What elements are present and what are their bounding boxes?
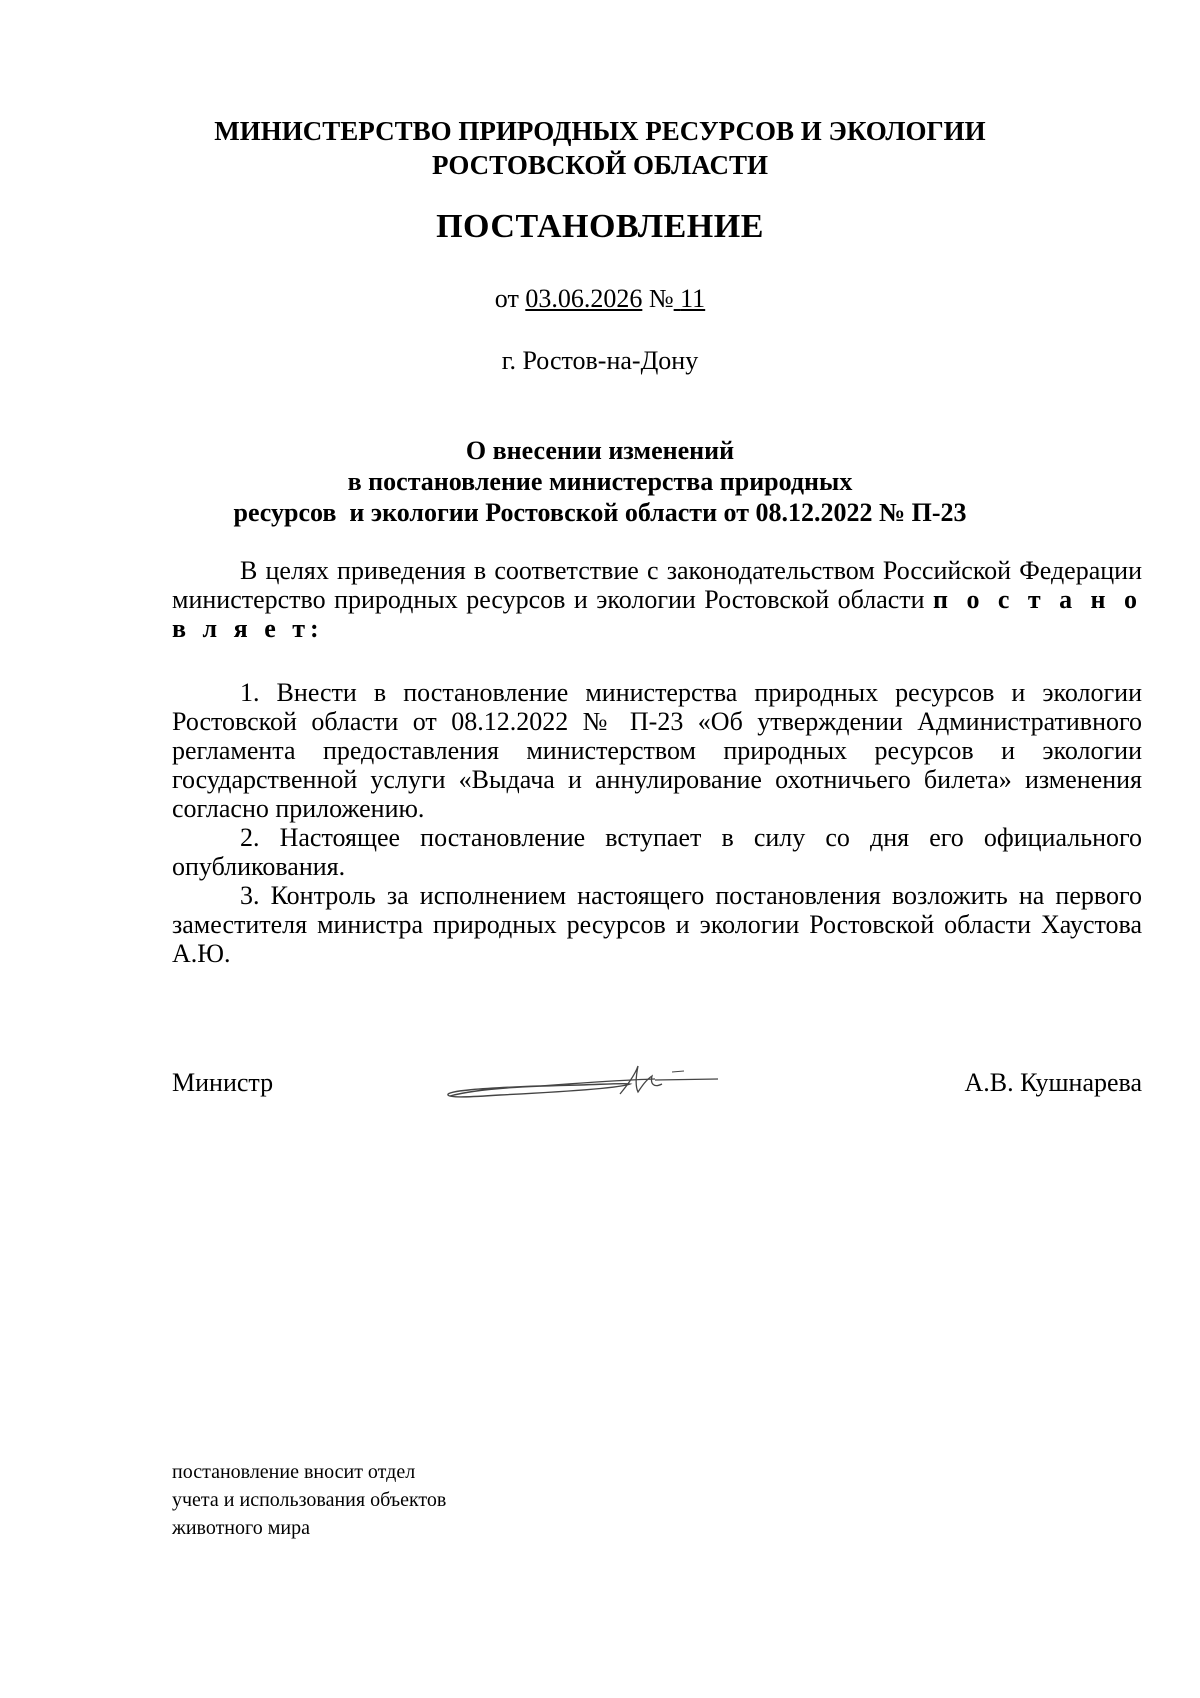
signatory-name: А.В. Кушнарева <box>964 1068 1142 1097</box>
date-prefix: от <box>494 284 519 313</box>
city: г. Ростов-на-Дону <box>501 346 699 375</box>
document-number-underline <box>674 284 706 313</box>
preamble <box>172 556 1142 643</box>
signatory-title: Министр <box>172 1068 274 1097</box>
footer-note <box>172 1458 446 1542</box>
signature-block <box>172 1068 1142 1108</box>
title-line2: в постановление министерства природных <box>347 467 853 496</box>
preamble-verb: п о с т а н о в л я е т: <box>172 585 1142 643</box>
ministry-header <box>0 114 1200 182</box>
title-line3: ресурсов и экологии Ростовской области от 08.12.2022 № П-23 <box>233 498 967 527</box>
footer-line1: постановление вносит отдел <box>172 1461 416 1483</box>
preamble-text: В целях приведения в соответствие с законодательством Российской Федерации министерство природных ресурсов и экологии Ростовской области <box>172 556 1142 614</box>
ministry-name-line1: МИНИСТЕРСТВО ПРИРОДНЫХ РЕСУРСОВ И ЭКОЛОГИИ <box>214 116 986 146</box>
number-sign: № <box>648 284 674 313</box>
list-item: 1. Внести в постановление министерства природных ресурсов и экологии Ростовской области от 08.12.2022 № П-23 «Об утверждении Административного регламента предоставления министерством природных ресурсов и экологии государственной услуги «Выдача и аннулирование охотничьего билета» изменения согласно приложению. <box>172 678 1142 823</box>
title-line1: О внесении изменений <box>465 436 735 465</box>
list-item: 3. Контроль за исполнением настоящего постановления возложить на первого заместителя министра природных ресурсов и экологии Ростовской области Хаустова А.Ю. <box>172 881 1142 968</box>
date-number-line <box>0 284 1200 314</box>
document-date: 03.06.2026 <box>525 284 643 313</box>
ministry-name-line2: РОСТОВСКОЙ ОБЛАСТИ <box>432 150 768 180</box>
document-number: 11 <box>680 284 706 313</box>
document-type: ПОСТАНОВЛЕНИЕ <box>436 208 764 245</box>
footer-line2: учета и использования объектов <box>172 1489 447 1511</box>
list-item: 2. Настоящее постановление вступает в силу со дня его официального опубликования. <box>172 823 1142 881</box>
footer-line3: животного мира <box>172 1517 310 1539</box>
signature-image <box>440 1058 740 1108</box>
document-title <box>0 435 1200 528</box>
items-list <box>172 678 1142 968</box>
